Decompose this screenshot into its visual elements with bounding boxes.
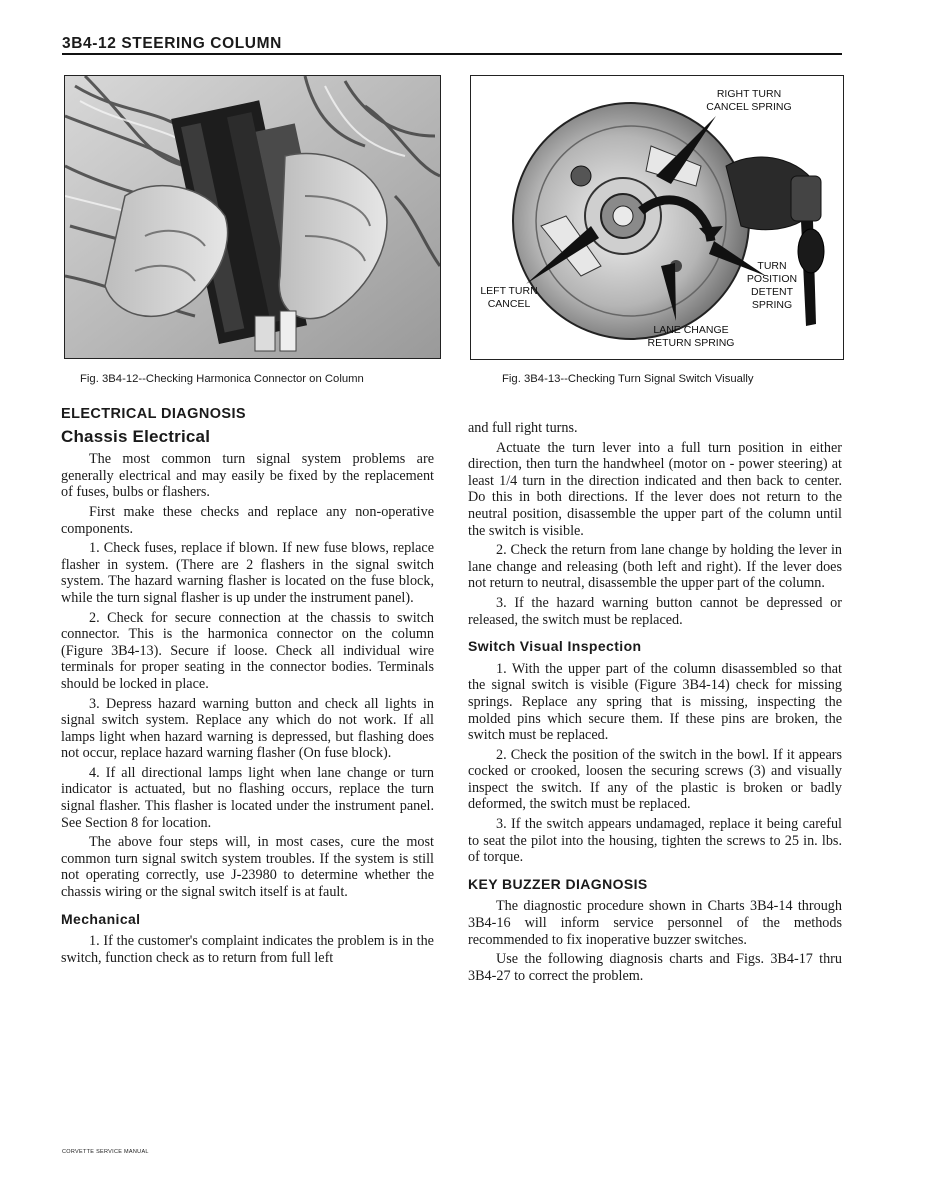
paragraph: 1. If the customer's complaint indicates the problem is in the switch, function check as to return from full left	[61, 933, 434, 966]
right-text-column	[468, 420, 842, 987]
label-lane-change-return-spring: LANE CHANGE RETURN SPRING	[647, 324, 735, 349]
harmonica-connector-illustration	[65, 76, 440, 358]
paragraph: 1. Check fuses, replace if blown. If new fuse blows, replace flasher in system. (There are 2 flashers in the signal switch system. The hazard warning flasher is located on the fuse block, while the turn signal flasher is up under the instrument panel).	[61, 540, 434, 606]
figure-caption-right: Fig. 3B4-13--Checking Turn Signal Switch Visually	[502, 373, 754, 385]
left-text-column	[61, 406, 434, 969]
paragraph: The most common turn signal system problems are generally electrical and may easily be fixed by the replacement of fuses, bulbs or flashers.	[61, 451, 434, 501]
paragraph: Use the following diagnosis charts and Figs. 3B4-17 thru 3B4-27 to correct the problem.	[468, 951, 842, 984]
page-header-title: 3B4-12 STEERING COLUMN	[62, 35, 282, 52]
paragraph: 3. If the hazard warning button cannot be depressed or released, the switch must be replaced.	[468, 594, 842, 628]
paragraph: 2. Check the return from lane change by holding the lever in lane change and releasing (both left and right). If the lever does not return to neutral, disassemble the upper part of the column.	[468, 542, 842, 592]
label-left-turn-cancel: LEFT TURN CANCEL	[480, 285, 538, 310]
paragraph: First make these checks and replace any non-operative components.	[61, 503, 434, 537]
paragraph: 1. With the upper part of the column disassembled so that the signal switch is visible (Figure 3B4-14) check for missing springs. Replace any spring that is missing, inspecting the molded pins which secure them. If these pins are broken, the switch must be replaced.	[468, 660, 842, 744]
figure-turn-signal-switch	[470, 75, 844, 360]
page-footer: CORVETTE SERVICE MANUAL	[62, 1149, 149, 1155]
label-turn-position-detent-spring: TURN POSITION DETENT SPRING	[746, 260, 798, 311]
heading-chassis-electrical: Chassis Electrical	[61, 426, 211, 446]
figure-caption-left: Fig. 3B4-12--Checking Harmonica Connector on Column	[80, 373, 364, 385]
paragraph: 2. Check the position of the switch in the bowl. If it appears cocked or crooked, loosen the securing screws (3) and visually inspect the switch. If any of the plastic is broken or badly deformed, the switch must be replaced.	[468, 746, 842, 813]
heading-switch-visual-inspection: Switch Visual Inspection	[468, 638, 642, 655]
paragraph: 3. If the switch appears undamaged, replace it being careful to seat the pilot into the housing, tighten the screws to 25 in. lbs. of torque.	[468, 816, 842, 866]
heading-mechanical: Mechanical	[61, 910, 141, 927]
paragraph: The above four steps will, in most cases, cure the most common turn signal switch system troubles. If the system is still not operating correctly, use J-23980 to determine whether the chassis wiring or the signal switch itself is at fault.	[61, 834, 434, 901]
paragraph: 2. Check for secure connection at the chassis to switch connector. This is the harmonica connector on the column (Figure 3B4-13). Secure if loose. Check all individual wire terminals for proper seating in the connector bodies. Terminals should be locked in place.	[61, 609, 434, 692]
figure-harmonica-connector-photo	[64, 75, 441, 359]
page-header	[62, 34, 842, 56]
heading-electrical-diagnosis: ELECTRICAL DIAGNOSIS	[61, 406, 246, 422]
heading-key-buzzer-diagnosis: KEY BUZZER DIAGNOSIS	[468, 875, 648, 892]
paragraph: 3. Depress hazard warning button and check all lights in signal switch system. Replace any which do not work. If all lamps light when hazard warning is depressed, but flashing does not occur, replace hazard warning flasher (On fuse block).	[61, 695, 434, 762]
paragraph: 4. If all directional lamps light when lane change or turn indicator is actuated, but no flashing occurs, replace the turn signal flasher. This flasher is located under the instrument panel. See Section 8 for location.	[61, 764, 434, 831]
paragraph: and full right turns.	[468, 420, 578, 436]
paragraph: The diagnostic procedure shown in Charts 3B4-14 through 3B4-16 will inform service personnel of the methods recommended to fix inoperative buzzer switches.	[468, 898, 842, 948]
turn-signal-switch-illustration	[471, 76, 843, 359]
label-right-turn-cancel-spring: RIGHT TURN CANCEL SPRING	[706, 88, 792, 113]
paragraph: Actuate the turn lever into a full turn position in either direction, then turn the handwheel (motor on - power steering) at least 1/4 turn in the direction indicated and then back to center. Do this in both directions. If the lever does not return to the neutral position, disassemble the upper part of the column until the switch is visible.	[468, 439, 842, 539]
header-rule	[62, 53, 842, 55]
